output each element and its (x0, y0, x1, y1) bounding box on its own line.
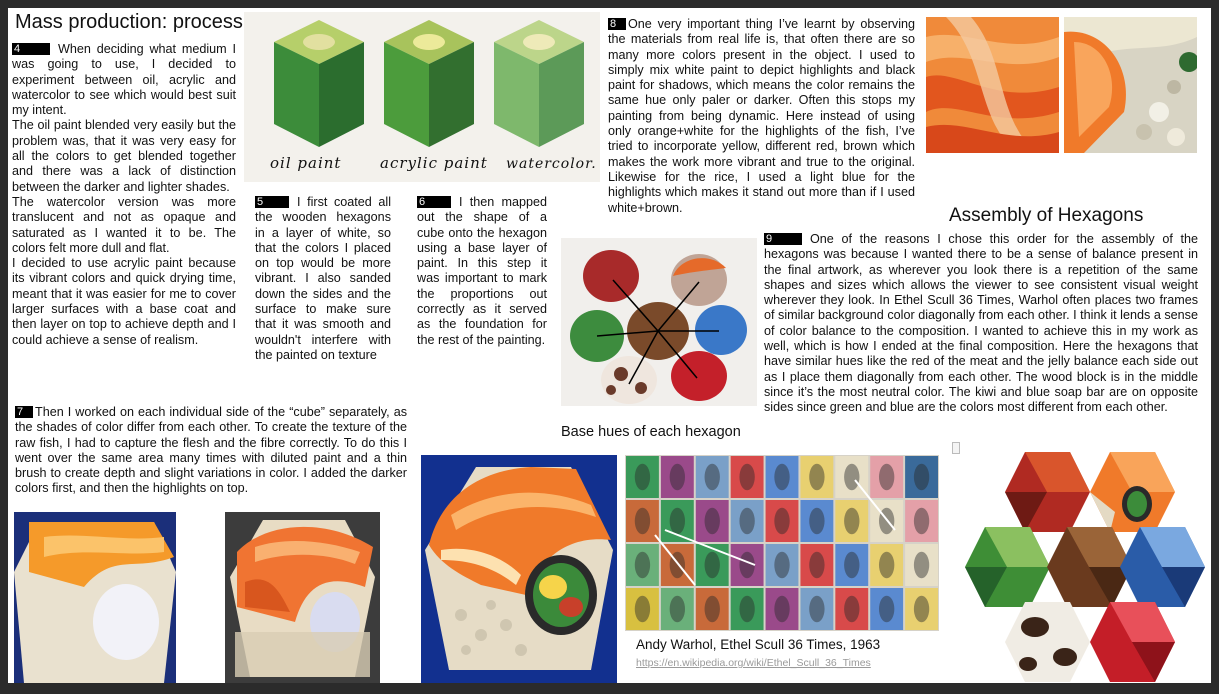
portrait-tile (905, 544, 938, 586)
portrait-tile (731, 588, 764, 630)
step-6-text: 6 I then mapped out the shape of a cube onto the hexagon using a base layer of paint. In this step it was important to mark the proportions out correctly as it served as the foundation for the rest of the painting. (417, 195, 547, 347)
warhol-caption: Andy Warhol, Ethel Scull 36 Times, 1963 (636, 637, 881, 652)
portrait-tile (800, 588, 833, 630)
sushi-closeup-photo (1064, 17, 1197, 153)
portrait-tile (835, 500, 868, 542)
portrait-tile (905, 588, 938, 630)
step-number-badge: 6 (417, 196, 451, 208)
portrait-tile (766, 500, 799, 542)
step-9-text: 9 One of the reasons I chose this order for the assembly of the hexagons was because I wanted there to be a sense of balance present in the final artwork, as wherever you look there is a repetition of the same shapes and sizes which allows the viewer to see consistent visual weight wherever they look. In Ethel Scull 36 Times, Warhol often places two frames of similar background color diagonally from each other. I think it lends a sense of color balance to the composition. I wanted to achieve this in my work as well, which is how I ended at the final composition. Here the hexagons that have similar hues like the red of the meat and the jelly balance each side out as I place them diagonally from each other. The wood block is in the middle since it’s the most neutral color. The kiwi and blue soap bar are on opposite sides since green and blue are the colors most different from each other. (764, 232, 1198, 415)
portrait-tile (696, 456, 729, 498)
portrait-tile (731, 500, 764, 542)
step-4-paragraph: The watercolor version was more translucent and not as opaque and saturated as I wanted it to be. The colors felt more dull and flat. (12, 194, 236, 255)
step-4-paragraph: I decided to use acrylic paint because its vibrant colors and quick drying time, meant that it was easier for me to cover larger surfaces with a base coat and then layer on top to achieve depth and I could achieve a sense of realism. (12, 256, 236, 347)
portrait-tile (661, 588, 694, 630)
salmon-hexagon-icon (225, 512, 380, 683)
finished-hexagon-icon (421, 455, 617, 683)
portrait-tile (731, 544, 764, 586)
portrait-tile (800, 456, 833, 498)
portrait-tile (696, 500, 729, 542)
hue-diagram (561, 238, 757, 406)
portrait-tile (870, 544, 903, 586)
slide (8, 8, 1211, 683)
step-4-text (12, 42, 236, 348)
warhol-grid-photo (625, 455, 939, 631)
white-hexagon-icon (14, 512, 176, 683)
portrait-tile (766, 588, 799, 630)
step-number-badge: 9 (764, 233, 802, 245)
step-number-badge: 5 (255, 196, 289, 208)
portrait-tile (800, 500, 833, 542)
portrait-tile (766, 544, 799, 586)
hue-caption: Base hues of each hexagon (561, 424, 741, 440)
step-7-text: 7 Then I worked on each individual side of the “cube” separately, as the shades of color differ from each other. To create the texture of the raw fish, I had to capture the flesh and the fibre correctly. To do this I went over the same area many times with diluted paint and a thin brush to create depth and slight variations in color. I added the darker colors first, and then the highlights on top. (15, 405, 407, 496)
portrait-tile (731, 456, 764, 498)
portrait-tile (835, 588, 868, 630)
portrait-tile (870, 456, 903, 498)
hexagon-step6-photo (225, 512, 380, 683)
color-circles-icon (561, 238, 757, 406)
portrait-tile (626, 500, 659, 542)
hexagon-cluster-icon (950, 442, 1205, 682)
portrait-tile (626, 588, 659, 630)
portrait-tile (696, 544, 729, 586)
portrait-tile (800, 544, 833, 586)
salmon-texture-icon (926, 17, 1059, 153)
portrait-tile (661, 456, 694, 498)
portrait-tile (626, 544, 659, 586)
step-8-text: 8 One very important thing I’ve learnt by observing the materials from real life is, that often there are so many more colors present in the object. I used to simply mix white paint to depict highlights and black paint for shadows, which means the color remains the same hue only paler or darker. Often this stops my painting from being dynamic. Here instead of using only orange+white for the highlights of the fish, I’ve tried to incorporate yellow, different red, brown which makes the work more vibrant and true to the original. Likewise for the rice, I used a light blue for the highlights which makes it stand out more than if I used white+brown. (608, 17, 915, 215)
step-5-text: 5 I first coated all the wooden hexagons in a layer of white, so that the colors I placed on top would be more vibrant. I also sanded down the sides and the surface to make sure that it was smooth and wouldn't interfere with the painted on texture (255, 195, 391, 362)
step-4-paragraph: 4 When deciding what medium I was going to use, I decided to experiment between oil, acrylic and watercolor to see which would best suit my intent. (12, 42, 236, 118)
step-number-badge: 4 (12, 43, 50, 55)
portrait-tile (905, 456, 938, 498)
portrait-tile (626, 456, 659, 498)
step-number-badge: 7 (15, 406, 33, 418)
step-number-badge: 8 (608, 18, 626, 30)
portrait-tile (870, 588, 903, 630)
portrait-tile (835, 544, 868, 586)
portrait-tile (661, 544, 694, 586)
medium-label-oil: oil paint (270, 154, 342, 172)
portrait-tile (766, 456, 799, 498)
assembly-title: Assembly of Hexagons (949, 205, 1144, 226)
rice-texture-icon (1064, 17, 1197, 153)
hexagon-step5-photo (14, 512, 176, 683)
portrait-tile (905, 500, 938, 542)
final-assembly-photo (950, 442, 1205, 682)
page-title: Mass production: process (15, 11, 243, 33)
sushi-hexagon-photo (421, 455, 617, 683)
step-4-paragraph: The oil paint blended very easily but the problem was, that it was very easy for all the colors to get blended together and there was a lack of distinction between the darker and lighter shades. (12, 118, 236, 194)
kiwi-cubes-photo (244, 12, 600, 182)
medium-label-acrylic: acrylic paint (380, 154, 488, 172)
medium-label-watercolor: watercolor. (506, 156, 597, 172)
salmon-closeup-photo (926, 17, 1059, 153)
warhol-link[interactable]: https://en.wikipedia.org/wiki/Ethel_Scull_36_Times (636, 657, 871, 669)
portrait-tile (696, 588, 729, 630)
portrait-grid-icon (625, 455, 939, 631)
